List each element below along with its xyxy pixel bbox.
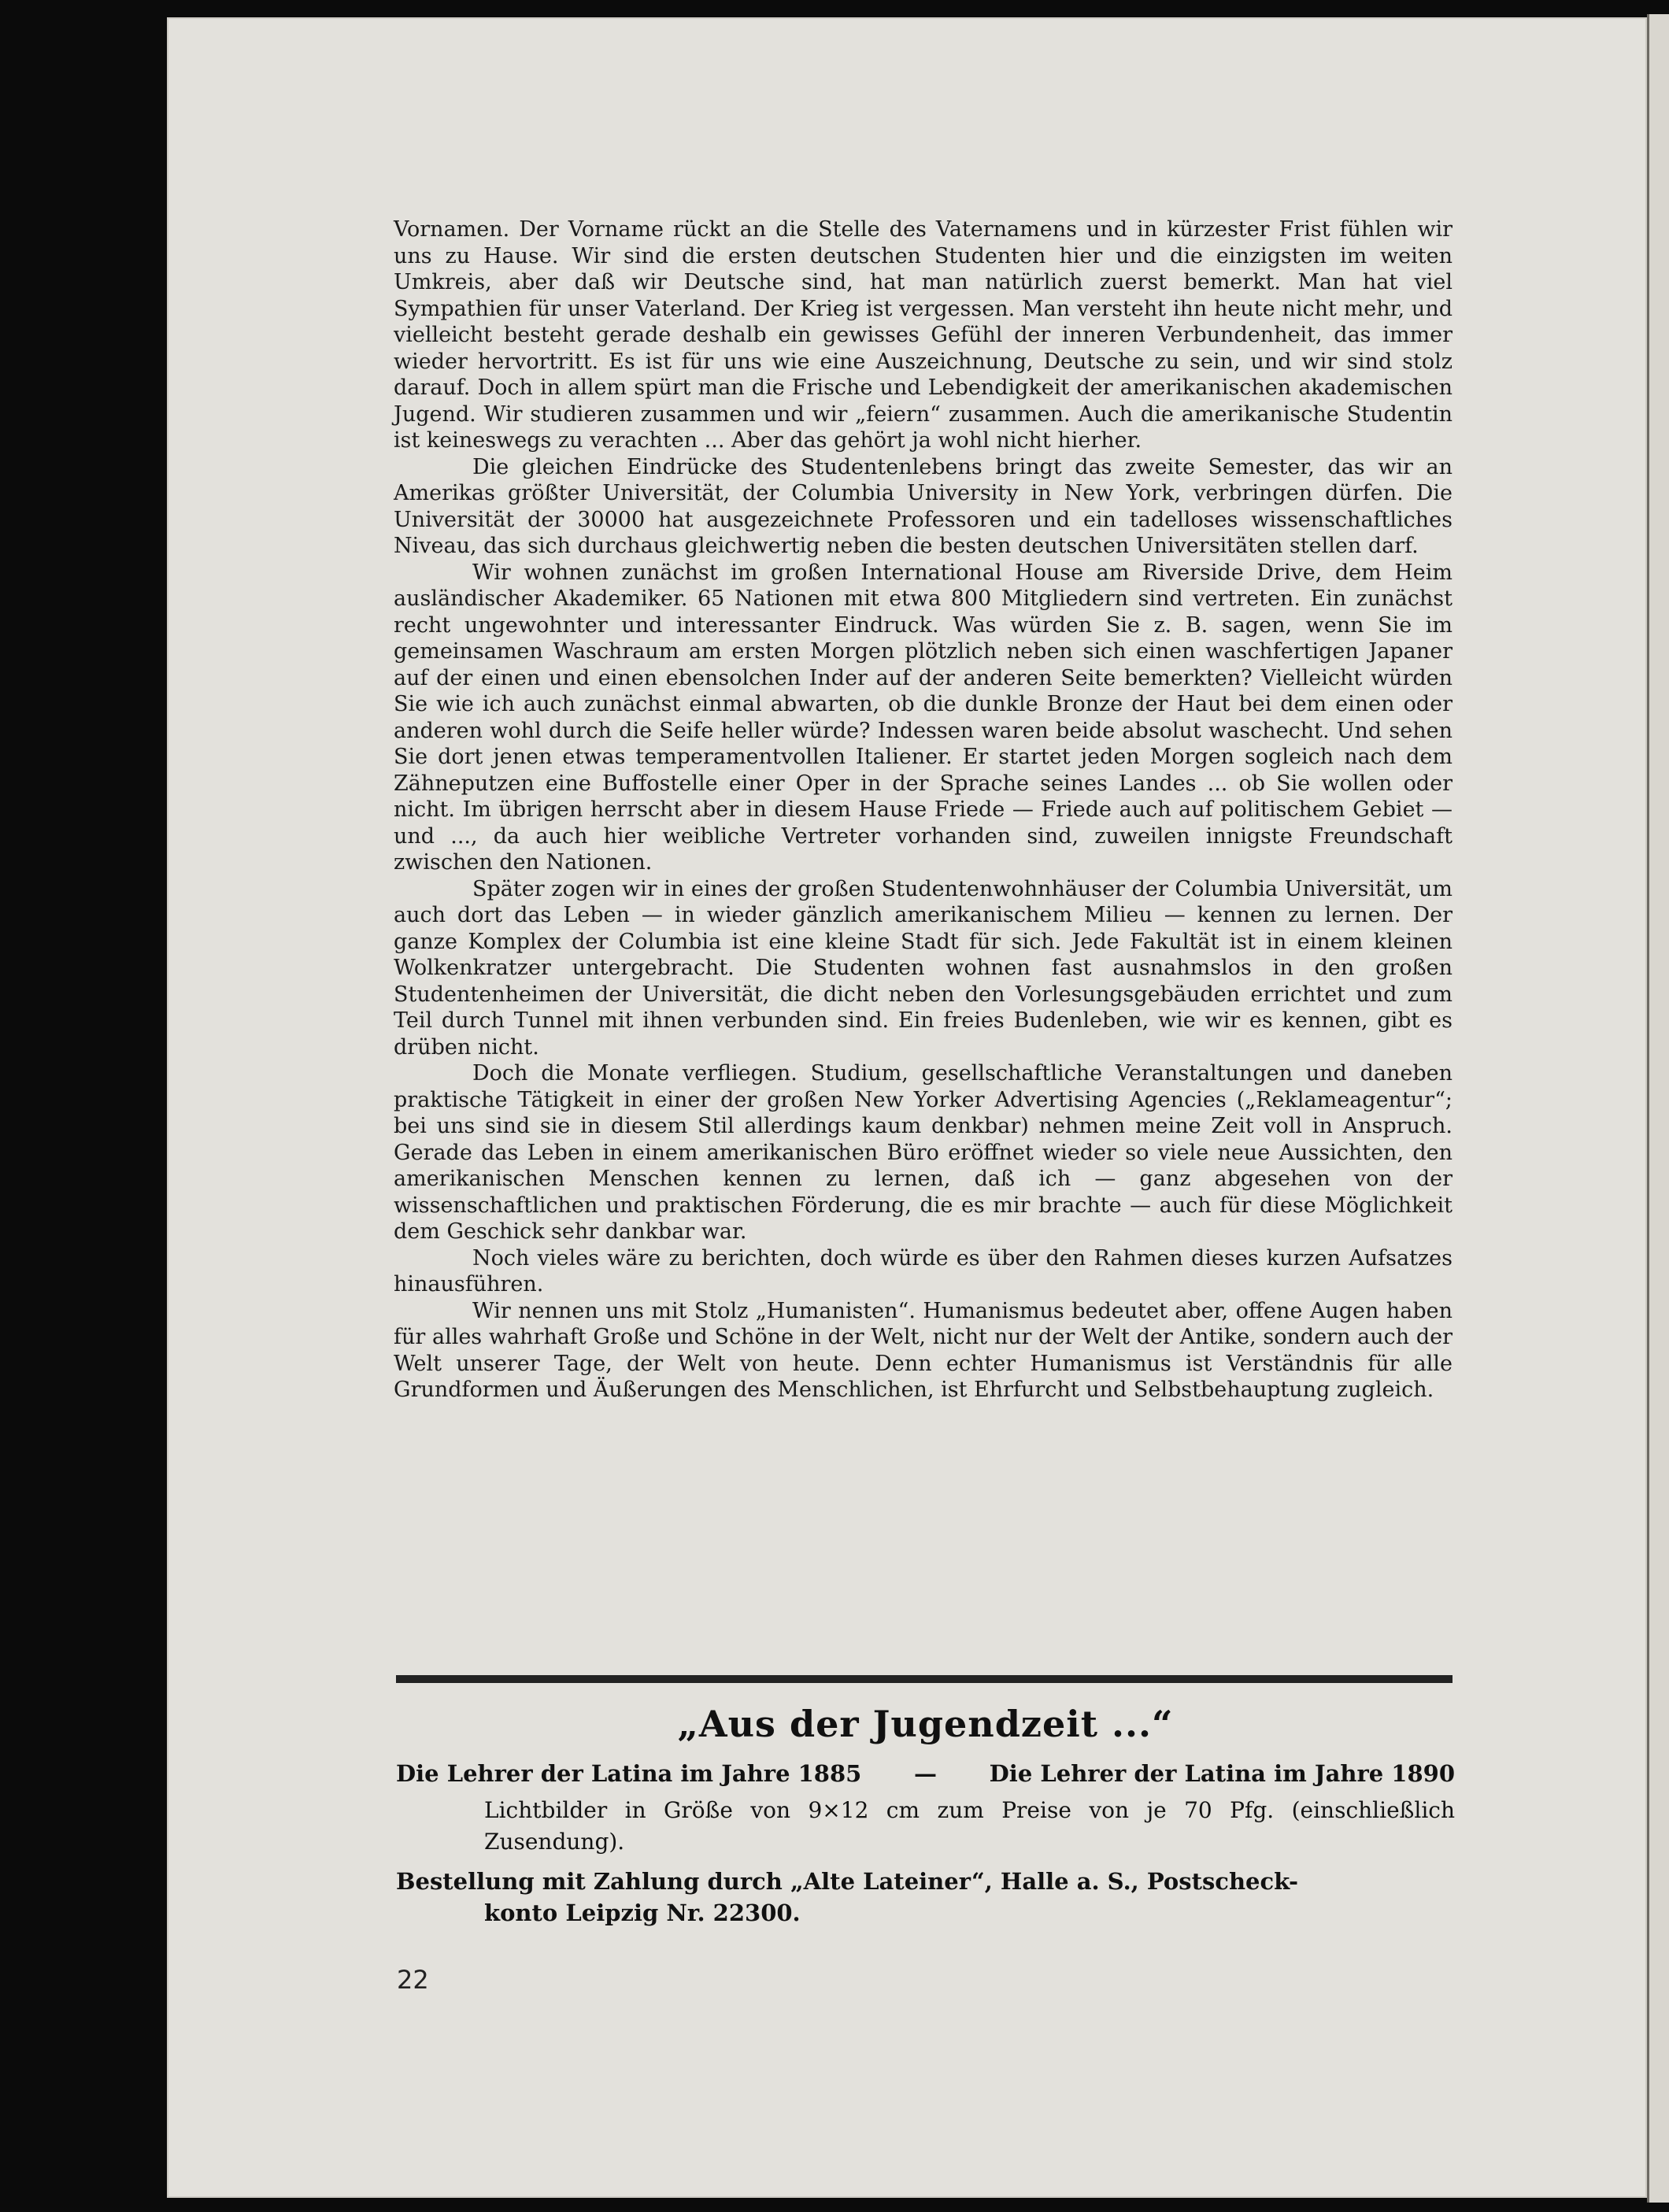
- ad-subtitle-left: Die Lehrer der Latina im Jahre 1885: [396, 1760, 862, 1787]
- ad-subtitle: [396, 1757, 1455, 1790]
- article-body: [394, 216, 1453, 1404]
- ad-order-line-1: Bestellung mit Zahlung durch „Alte Lateiner“, Halle a. S., Postscheck-: [396, 1868, 1299, 1895]
- paragraph-3: Wir wohnen zunächst im großen International House am Riverside Drive, dem Heim ausländischer Akademiker. 65 Nationen mit etwa 800 Mitgliedern sind vertreten. Ein zunächst recht ungewohnter und interessanter Eindruck. Was würden Sie z. B. sagen, wenn Sie im gemeinsamen Waschraum am ersten Morgen plötzlich neben sich einen waschfertigen Japaner auf der einen und einen ebensolchen Inder auf der anderen Seite bemerkten? Vielleicht würden Sie wie ich auch zunächst einmal abwarten, ob die dunkle Bronze der Haut bei dem einen oder anderen wohl durch die Seife heller würde? Indessen waren beide absolut waschecht. Und sehen Sie dort jenen etwas temperamentvollen Italiener. Er startet jeden Morgen sogleich nach dem Zähneputzen eine Buffostelle einer Oper in der Sprache seines Landes ... ob Sie wollen oder nicht. Im übrigen herrscht aber in diesem Hause Friede — Friede auch auf politischem Gebiet — und ..., da auch hier weibliche Vertreter vorhanden sind, zuweilen innigste Freundschaft zwischen den Nationen.: [394, 560, 1453, 875]
- paragraph-6: Noch vieles wäre zu berichten, doch würde es über den Rahmen dieses kurzen Aufsatzes hinausführen.: [394, 1245, 1453, 1296]
- paragraph-1: Vornamen. Der Vorname rückt an die Stelle des Vaternamens und in kürzester Frist fühlen wir uns zu Hause. Wir sind die ersten deutschen Studenten hier und die einzigsten im weiten Umkreis, aber daß wir Deutsche sind, hat man natürlich zuerst bemerkt. Man hat viel Sympathien für unser Vaterland. Der Krieg ist vergessen. Man versteht ihn heute nicht mehr, und vielleicht besteht gerade deshalb ein gewisses Gefühl der inneren Verbundenheit, das immer wieder hervortritt. Es ist für uns wie eine Auszeichnung, Deutsche zu sein, und wir sind stolz darauf. Doch in allem spürt man die Frische und Lebendigkeit der amerikanischen akademischen Jugend. Wir studieren zusammen und wir „feiern“ zusammen. Auch die amerikanische Studentin ist keineswegs zu verachten ... Aber das gehört ja wohl nicht hierher.: [394, 217, 1453, 453]
- paragraph-4: Später zogen wir in eines der großen Studentenwohnhäuser der Columbia Universität, um auch dort das Leben — in wieder gänzlich amerikanischem Milieu — kennen zu lernen. Der ganze Komplex der Columbia ist eine kleine Stadt für sich. Jede Fakultät ist in einem kleinen Wolkenkratzer untergebracht. Die Studenten wohnen fast ausnahmslos in den großen Studentenheimen der Universität, die dicht neben den Vorlesungsgebäuden errichtet und zum Teil durch Tunnel mit ihnen verbunden sind. Ein freies Budenleben, wie wir es kennen, gibt es drüben nicht.: [394, 876, 1453, 1060]
- facing-page-edge: [1647, 14, 1669, 2203]
- paragraph-5: Doch die Monate verfliegen. Studium, gesellschaftliche Veranstaltungen und daneben praktische Tätigkeit in einer der großen New Yorker Advertising Agencies („Reklameagentur“; bei uns sind sie in diesem Stil allerdings kaum denkbar) nehmen meine Zeit voll in Anspruch. Gerade das Leben in einem amerikanischen Büro eröffnet wieder so viele neue Aussichten, den amerikanischen Menschen kennen zu lernen, daß ich — ganz abgesehen von der wissenschaftlichen und praktischen Förderung, die es mir brachte — auch für diese Möglichkeit dem Geschick sehr dankbar war.: [394, 1061, 1453, 1244]
- paragraph-7: Wir nennen uns mit Stolz „Humanisten“. Humanismus bedeutet aber, offene Augen haben für alles wahrhaft Große und Schöne in der Welt, nicht nur der Welt der Antike, sondern auch der Welt unserer Tage, der Welt von heute. Denn echter Humanismus ist Verständnis für alle Grundformen und Äußerungen des Menschlichen, ist Ehrfurcht und Selbstbehauptung zugleich.: [394, 1298, 1453, 1402]
- ad-subtitle-right: Die Lehrer der Latina im Jahre 1890: [989, 1760, 1455, 1787]
- ad-description: Lichtbilder in Größe von 9×12 cm zum Preise von je 70 Pfg. (einschließlich Zusendung).: [484, 1797, 1455, 1855]
- paragraph-2: Die gleichen Eindrücke des Studentenlebens bringt das zweite Semester, das wir an Amerikas größter Universität, der Columbia University in New York, verbringen dürfen. Die Universität der 30000 hat ausgezeichnete Professoren und ein tadelloses wissenschaftliches Niveau, das sich durchaus gleichwertig neben die besten deutschen Universitäten stellen darf.: [394, 454, 1453, 558]
- section-divider: [396, 1675, 1453, 1683]
- ad-subtitle-dash: —: [914, 1760, 937, 1787]
- ad-order-info: [396, 1866, 1455, 1929]
- page-number: 22: [397, 1965, 429, 1995]
- ad-title: „Aus der Jugendzeit ...“: [677, 1703, 1174, 1745]
- ad-order-line-2: konto Leipzig Nr. 22300.: [484, 1899, 801, 1926]
- advertisement: [396, 1700, 1455, 1929]
